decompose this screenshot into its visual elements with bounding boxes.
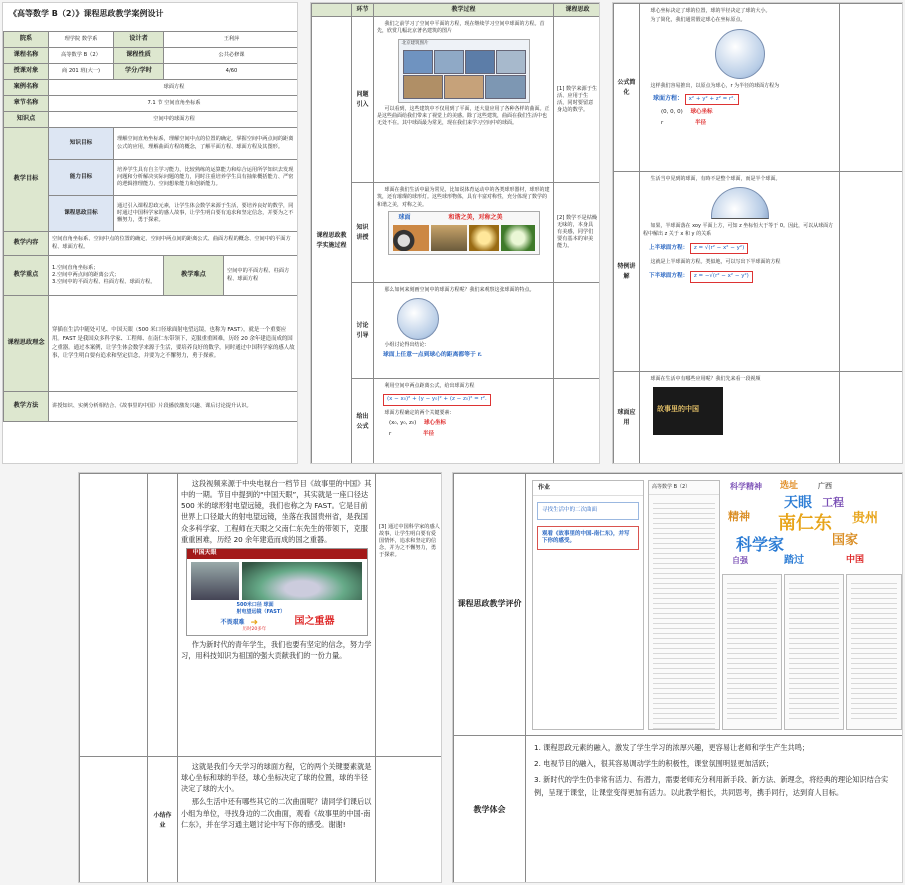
homework-item[interactable]: 寻找生活中的二次曲面 — [537, 502, 639, 519]
label-college: 院系 — [4, 32, 49, 48]
video-caption: 故事里的中国 — [657, 405, 699, 414]
comment-lines-1 — [653, 499, 715, 729]
special-text: 生活当中见到的球面，有時不是整个球面，而是半个球面。 — [650, 176, 781, 182]
label-designer: 设计者 — [114, 32, 164, 48]
value-nature: 公共必修课 — [164, 48, 299, 64]
lower-hemisphere-formula: z = −√(r² − x² − y²) — [690, 271, 753, 282]
img-years: 历时20多年 — [242, 626, 267, 632]
video-thumbnail[interactable] — [653, 387, 723, 435]
sphere-diagram — [397, 298, 439, 340]
label-method: 教学方法 — [4, 392, 49, 422]
fast-telescope-photo — [242, 562, 362, 600]
dome-photo — [431, 225, 467, 251]
globe-lamp-photo — [469, 225, 499, 251]
panel-story-and-summary — [78, 472, 442, 883]
special-text-2: 如果，半球面落在 xoy 平面上方，可知 z 坐标恒大于等于 0。因此，可以从球面方程中解出 z 关于 x 和 y 的关系 — [643, 223, 834, 237]
word-13: 中国 — [846, 555, 865, 565]
word-6: 精神 — [728, 510, 750, 523]
origin-radius-label: 半径 — [695, 119, 707, 126]
value-knowledge-point: 空间中的球面方程 — [49, 112, 299, 128]
label-hours: 学分/学时 — [114, 64, 164, 80]
sphere-general-formula: (x − x₀)² + (y − y₀)² + (z − z₀)² = r². — [383, 394, 491, 405]
simplify-right-blank — [840, 4, 904, 172]
lower-hemisphere-row — [643, 269, 836, 284]
value-key-points: 1.空间直角坐标系； 2.空间中两点间的距离公式； 3.空间中的平面方程、柱面方程、球面方程。 — [49, 256, 164, 296]
teaching-text: 球面在我们生活中最为常见，比如说体育运动中的各类球形器材，球形的建筑，还有璀璨的球形灯。这些球形物体，具有丰富对称性，充分体现了数学的和谐之美，对称之美。 — [377, 187, 550, 208]
value-content: 空间直角坐标系、空间中点的位置的确定、空间中两点间的距离公式、曲面方程的概念、空间中的平面方程、球面方程。 — [49, 232, 299, 256]
application-right-blank — [840, 372, 904, 464]
experience-body — [526, 736, 904, 884]
dandelion-photo — [501, 225, 535, 251]
discussion-phone-1 — [648, 480, 720, 730]
radius-symbol: r — [389, 431, 392, 438]
summary-right-blank — [376, 757, 443, 884]
value-ability-goal: 培养学生具有自主学习能力，比较熟练的运算能力和综合运用所学知识去发现问题和分析解决实际问题的能力，同时注重培养学生具有抽象概括能力、严密的逻辑推理能力、空间想象能力和创新能力。 — [114, 160, 299, 196]
label-ideology-concept: 课程思政理念 — [4, 296, 49, 392]
word-5: 工程 — [822, 496, 844, 509]
panel-evaluation — [452, 472, 903, 883]
photo-7 — [485, 75, 526, 99]
header-idea: 课程思政 — [554, 4, 601, 17]
document-title: 《高等数学 B（2）》课程思政教学案例设计 — [9, 9, 164, 18]
label-difficulty: 教学难点 — [164, 256, 224, 296]
key-element-center — [377, 420, 550, 427]
summary-left-blank — [80, 757, 148, 884]
upper-hemisphere-formula: z = √(r² − x² − y²) — [690, 243, 748, 254]
step-application: 球面应用 — [614, 372, 640, 464]
discussion-caption: 小组讨论得出结论： — [384, 342, 430, 349]
photo-4 — [496, 50, 526, 74]
sphere-caption: 球面 — [398, 213, 411, 221]
summary-text: 这就是我们今天学习的球面方程，它的两个关键要素就是球心坐标和球的半径，球心坐标决定了球的位置，球的半径决定了球的大小。 — [181, 762, 372, 794]
step-intro-body — [374, 17, 554, 183]
upper-hemisphere-row — [643, 241, 836, 256]
intro-idea: [1] 数学来源于生活、应用于生活，同时要留意身边的数学。 — [554, 17, 601, 183]
label-case: 案例名称 — [4, 80, 49, 96]
intro-text-2: 可以看到，这些建筑中不仅用到了平面，还大量应用了各种各样的曲面。正是这些曲面给我们带来了视觉上的美感。除了这些建筑，曲面在我们生活中也无处不在。其中球面最为常见，现在我们来学习空间中的球面。 — [377, 105, 550, 127]
origin-radius: r — [661, 119, 664, 126]
sphere-photo-strip — [388, 211, 540, 255]
upper-hemisphere-label: 上半球面方程： — [649, 244, 689, 251]
word-cloud — [722, 480, 900, 572]
side-label-implementation: 课程思政教学实施过程 — [312, 17, 352, 464]
value-hours: 4/60 — [164, 64, 299, 80]
discussion-idea-blank — [554, 283, 601, 379]
application-text: 球面在生活中有哪些应用呢？我们先来看一段视频 — [650, 376, 761, 382]
lower-hemisphere-label: 下半球面方程： — [649, 273, 689, 280]
story-table — [79, 473, 442, 883]
origin-center-row — [643, 109, 836, 116]
value-method: 讲授知识、实例分析相结合、《故事里的中国》片段播放激发兴趣、课后讨论提升认识。 — [49, 392, 299, 422]
radius-label: 半径 — [423, 431, 435, 438]
word-9: 科学家 — [736, 535, 785, 554]
evaluation-table — [453, 473, 903, 883]
story-left-blank — [80, 474, 148, 757]
formula-text: 利用空间中两点距离公式，给出球面方程 — [384, 383, 475, 390]
panel-formula-simplification — [612, 2, 903, 464]
sphere-equation-label: 球面方程： — [653, 94, 684, 102]
origin-center-label: 球心坐标 — [690, 109, 713, 116]
word-12: 自强 — [732, 556, 748, 565]
simplify-text: 球心坐标决定了球的位置，球的半径决定了球的大小。 — [650, 8, 771, 14]
label-ideology-goal: 课程思政目标 — [49, 196, 114, 232]
experience-2: 2. 电视节目的融入，很其容易调动学生的积极性，课堂氛围明显更加活跃； — [534, 759, 774, 769]
summary-text-2: 那么生活中还有哪些其它的二次曲面呢？请同学们课后以小组为单位，寻找身边的二次曲面，观看《故事里的中国-南仁东》，并在学习通主题讨论中写下你的感受。谢谢! — [181, 797, 372, 829]
special-right-blank — [840, 172, 904, 372]
panel-implementation-process — [310, 2, 600, 464]
sphere-equation-row — [643, 92, 836, 107]
label-key-points: 教学重点 — [4, 256, 49, 296]
step-formula: 给出公式 — [352, 379, 374, 464]
step-simplify: 公式简化 — [614, 4, 640, 172]
discussion-text: 那么如何来刻画空间中的球面方程呢？我们来观察这张球面的特点。 — [384, 287, 535, 294]
discussion-phone-3 — [784, 574, 844, 730]
img-sub-2: 射电望远镜（FAST） — [236, 608, 286, 615]
building-photos — [398, 39, 530, 103]
label-knowledge-point: 知识点 — [4, 112, 49, 128]
value-designer: 王利萍 — [164, 32, 299, 48]
label-knowledge-goal: 知识目标 — [49, 128, 114, 160]
origin-radius-row — [643, 120, 836, 127]
step-teaching-body — [374, 183, 554, 283]
value-ideology-goal: 通过引入课程思政元素，让学生体会数学来源于生活，要培养良好的数学，同时通过中国科学家的感人故事，让学生明白要有追求和坚定信念，并要为之不懈努力，勇于探索。 — [114, 196, 299, 232]
course-tag: 高等数学 B（2） — [649, 481, 719, 495]
img-big: 国之重器 — [294, 615, 335, 627]
comment-lines-2 — [727, 579, 777, 723]
teaching-idea: [2] 数学不是枯燥无味的，本身具有美感，同学们要有基本的审美能力。 — [554, 183, 601, 283]
china-eye-image — [186, 548, 368, 636]
value-course: 高等数学 B（2） — [49, 48, 114, 64]
word-8: 贵州 — [852, 511, 879, 526]
value-knowledge-goal: 理解空间直角坐标系，理解空间中点的位置的确定，掌握空间中两点间的距离公式的应用，理解曲面方程的概念，了解平面方程、球面方程及其图形。 — [114, 128, 299, 160]
label-target: 授课对象 — [4, 64, 49, 80]
label-chapter: 章节名称 — [4, 96, 49, 112]
china-eye-title: 中国天眼 — [187, 549, 367, 559]
label-course: 课程名称 — [4, 48, 49, 64]
hemisphere-diagram — [711, 187, 769, 219]
homework-task: 观看《故事里的中国-南仁东》，并写下你的感受。 — [537, 526, 639, 551]
value-difficulty: 空间中的平面方程、柱面方程、球面方程 — [224, 256, 299, 296]
panel-case-design-table — [2, 2, 298, 464]
photo-2 — [434, 50, 464, 74]
value-case: 球面方程 — [49, 80, 299, 96]
nan-rendong-photo — [191, 562, 239, 600]
word-1: 科学精神 — [730, 482, 762, 491]
label-teaching-goals: 教学目标 — [4, 128, 49, 232]
step-intro: 问题引入 — [352, 17, 374, 183]
step-teaching: 知识讲授 — [352, 183, 374, 283]
value-college: 理学院 数学系 — [49, 32, 114, 48]
comment-lines-3 — [789, 579, 839, 723]
header-link: 环节 — [352, 4, 374, 17]
word-4: 天眼 — [784, 495, 812, 511]
label-experience: 教学体会 — [454, 736, 526, 884]
step-special-body — [640, 172, 840, 372]
experience-1: 1. 课程思政元素的融入，激发了学生学习的浓厚兴趣，更容易让老师和学生产生共鸣； — [534, 743, 810, 752]
story-step-blank — [148, 474, 178, 757]
origin-sphere-diagram — [715, 29, 765, 79]
harmony-caption: 和谐之美，对称之美 — [448, 213, 503, 221]
label-nature: 课程性质 — [114, 48, 164, 64]
value-chapter: 7.1 节 空间直角坐标系 — [49, 96, 299, 112]
step-discussion: 讨论引导 — [352, 283, 374, 379]
photo-3 — [465, 50, 495, 74]
header-process: 教学过程 — [374, 4, 554, 17]
step-application-body — [640, 372, 840, 464]
sphere-origin-formula: x² + y² + z² = r². — [685, 94, 740, 105]
label-ability-goal: 能力目标 — [49, 160, 114, 196]
special-text-3: 这就是上半球面的方程。类似地，可以写出下半球面的方程 — [650, 259, 781, 266]
simplify-text-2: 为了简化，我们通常假定球心在坐标原点。 — [650, 17, 746, 24]
experience-3: 3. 新时代的学生仍非常有活力、有潜力，需要老师充分利用新手段、新方法、新理念，将经典的理论知识结合实例，呈现于课堂，让课堂变得更加有活力。以此教学相长，共同思考，携手同行，达到育人目标。 — [534, 775, 889, 797]
key-element-radius — [377, 431, 550, 438]
process-table — [311, 3, 600, 464]
word-3: 广西 — [818, 482, 832, 490]
photo-caption: 北京建筑图片 — [401, 40, 429, 46]
discussion-result: 球面上任意一点到球心的距离都等于 r. — [383, 351, 483, 358]
discussion-phone-2 — [722, 574, 782, 730]
step-summary: 小结作业 — [148, 757, 178, 884]
origin-center: (0, 0, 0) — [661, 109, 683, 116]
label-evaluation: 课程思政教学评价 — [454, 474, 526, 736]
simplification-table — [613, 3, 903, 464]
step-special-case: 特例讲解 — [614, 172, 640, 372]
homework-phone-screen — [532, 480, 644, 730]
header-blank — [312, 4, 352, 17]
center-coord-label: 球心坐标 — [424, 420, 447, 427]
simplify-text-3: 这样我们容易推出，以原点为球心，r 为半径的球面方程为 — [650, 82, 780, 89]
photo-1 — [403, 50, 433, 74]
img-sub-1: 500米口径 球面 — [236, 601, 274, 608]
formula-idea-blank — [554, 379, 601, 464]
evaluation-screenshots — [526, 474, 904, 736]
word-2: 选址 — [780, 481, 799, 491]
step-simplify-body — [640, 4, 840, 172]
story-text-2: 作为新时代的青年学生，我们也要有坚定的信念，努力学习，用科技知识为祖国的强大贡献我们的一份力量。 — [181, 639, 372, 661]
center-coord: (x₀, y₀, z₀) — [389, 420, 417, 427]
word-11: 踏过 — [784, 555, 804, 566]
word-10: 国家 — [832, 533, 859, 548]
photo-6 — [444, 75, 484, 99]
homework-tab[interactable]: 作业 — [533, 481, 643, 496]
course-info-table — [3, 31, 298, 422]
img-fear: 不畏艰难 — [220, 618, 245, 626]
discussion-phone-4 — [846, 574, 902, 730]
story-body — [178, 474, 376, 757]
step-discussion-body — [374, 283, 554, 379]
photo-5 — [403, 75, 443, 99]
summary-body — [178, 757, 376, 884]
story-text: 这段视频来源于中央电视台一档节目《故事里的中国》其中的一期。节目中提到的“中国天眼”，其实就是一座口径达 500 米的球形射电望远镜，我们也称之为 FAST。它是目前世界上口径最大的射电望远镜，坐落在我国贵州省，是我国众多科学家、工程师在天眼之父南仁东先生的带领下，克服重重困难，历经 20 余年建造而成的国之重器。 — [181, 479, 372, 544]
formula-text-2: 球面方程确定的两个关键要素： — [384, 409, 455, 416]
ball-photo — [393, 225, 429, 251]
arrow-icon: ➜ — [250, 617, 259, 628]
value-ideology-concept: 穿插在生活中随处可见、中国天眼（500 米口径球面射电望远镜，也称为 FAST），就是一个重要应用。FAST 是我国众多科学家、工程师、在南仁东带领下，克服重重困难，历经 20 余年建造而成的国之重器。通过本案例，让学生体会数学来源于生活，要培养良好的数学，同时通过中国科学家的感人故事，让学生明白要有追求和坚定信念，并要为之不懈努力，勇于探索。 — [49, 296, 299, 392]
story-idea: [3] 通过中国科学家的感人故事，让学生明白要有爱国情怀，追求和坚定的信念，并为之不懈努力，勇于探索。 — [376, 474, 443, 757]
word-7: 南仁东 — [778, 513, 832, 534]
label-content: 教学内容 — [4, 232, 49, 256]
intro-text: 我们之前学习了空间中平面的方程，现在继续学习空间中球面的方程。首先，欣赏几幅北京著名建筑的图片 — [377, 21, 545, 35]
value-target: 商 201 班(大一) — [49, 64, 114, 80]
comment-lines-4 — [851, 579, 897, 723]
step-formula-body — [374, 379, 554, 464]
